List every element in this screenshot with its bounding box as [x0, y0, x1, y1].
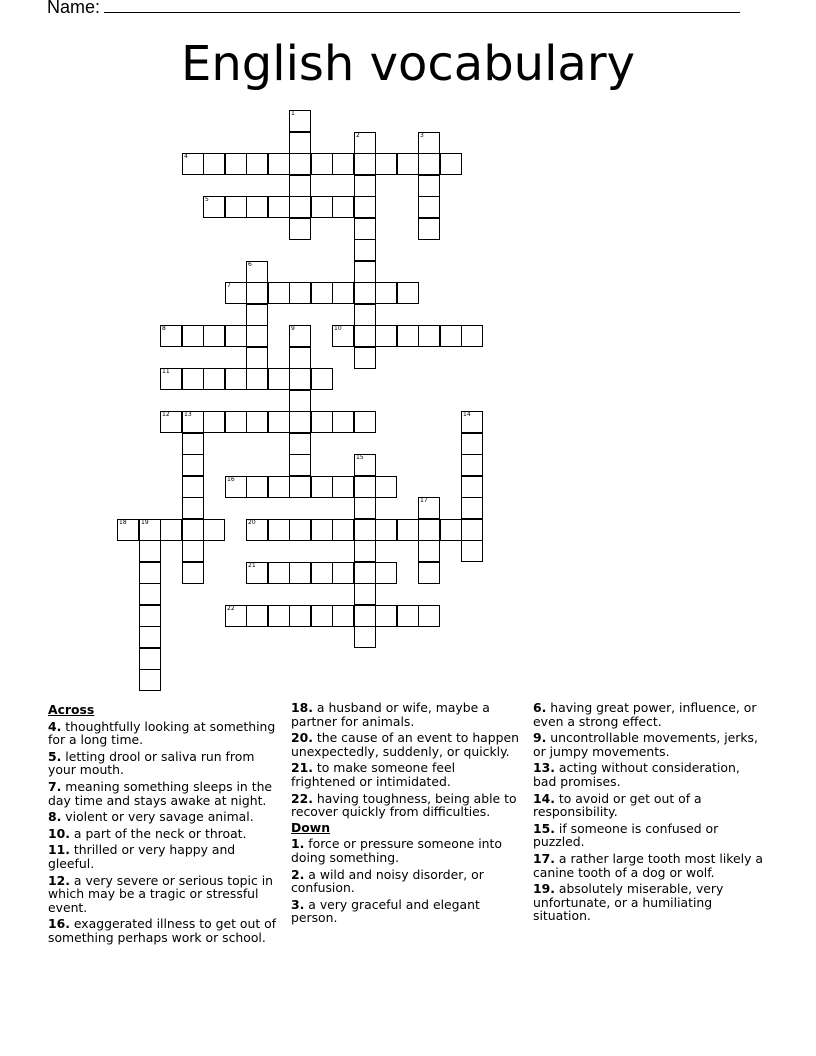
- crossword-cell[interactable]: [160, 368, 182, 390]
- crossword-cell[interactable]: [332, 476, 354, 498]
- crossword-cell[interactable]: [289, 433, 311, 455]
- clue-text: a very severe or serious topic in which may be a tragic or stressful event.: [48, 872, 274, 915]
- crossword-cell[interactable]: [311, 605, 333, 627]
- crossword-cell[interactable]: [182, 540, 204, 562]
- crossword-cell[interactable]: [225, 325, 247, 347]
- crossword-cell[interactable]: [268, 562, 290, 584]
- crossword-cell[interactable]: [182, 519, 204, 541]
- crossword-cell[interactable]: [289, 282, 311, 304]
- crossword-cell[interactable]: [246, 153, 268, 175]
- crossword-cell[interactable]: [289, 390, 311, 412]
- crossword-cell[interactable]: [203, 325, 225, 347]
- crossword-cell[interactable]: [182, 153, 204, 175]
- crossword-cell[interactable]: [246, 347, 268, 369]
- clue-text: violent or very savage animal.: [65, 809, 254, 825]
- crossword-cell[interactable]: [246, 605, 268, 627]
- clue-text: acting without consideration, bad promises.: [533, 760, 740, 789]
- crossword-cell[interactable]: [182, 325, 204, 347]
- clues-column-1: [48, 701, 280, 945]
- clue-number: 2.: [291, 866, 305, 882]
- clue-number: 17.: [533, 850, 555, 866]
- crossword-cell[interactable]: [203, 368, 225, 390]
- clue-number: 9.: [533, 730, 547, 746]
- crossword-cell[interactable]: [397, 325, 419, 347]
- clue-text: having great power, influence, or even a strong effect.: [533, 700, 757, 729]
- crossword-cell[interactable]: [354, 218, 376, 240]
- across-heading: Across: [48, 702, 95, 717]
- clue-number: 16.: [48, 916, 70, 932]
- crossword-cell[interactable]: [182, 368, 204, 390]
- clue-number: 13.: [533, 760, 555, 776]
- crossword-cell[interactable]: [354, 239, 376, 261]
- cell-number: 3: [420, 132, 424, 139]
- crossword-cell[interactable]: [289, 347, 311, 369]
- clue-number: 4.: [48, 718, 62, 734]
- crossword-cell[interactable]: [332, 325, 354, 347]
- cell-number: 22: [227, 605, 235, 612]
- crossword-cell[interactable]: [160, 325, 182, 347]
- crossword-cell[interactable]: [268, 476, 290, 498]
- crossword-cell[interactable]: [418, 519, 440, 541]
- crossword-cell[interactable]: [160, 519, 182, 541]
- crossword-cell[interactable]: [461, 433, 483, 455]
- clue-number: 22.: [291, 790, 313, 806]
- crossword-cell[interactable]: [461, 476, 483, 498]
- clue-number: 3.: [291, 896, 305, 912]
- crossword-cell[interactable]: [418, 605, 440, 627]
- crossword-cell[interactable]: [268, 282, 290, 304]
- crossword-cell[interactable]: [440, 153, 462, 175]
- cell-number: 12: [162, 411, 170, 418]
- crossword-cell[interactable]: [139, 562, 161, 584]
- clue-text: to avoid or get out of a responsibility.: [533, 790, 702, 820]
- cell-number: 21: [248, 562, 256, 569]
- crossword-cell[interactable]: [289, 411, 311, 433]
- crossword-cell[interactable]: [182, 562, 204, 584]
- clue-number: 12.: [48, 872, 70, 888]
- crossword-cell[interactable]: [461, 519, 483, 541]
- crossword-cell[interactable]: [311, 368, 333, 390]
- crossword-cell[interactable]: [246, 261, 268, 283]
- crossword-cell[interactable]: [289, 519, 311, 541]
- crossword-cell[interactable]: [354, 626, 376, 648]
- crossword-cell[interactable]: [311, 196, 333, 218]
- crossword-cell[interactable]: [418, 325, 440, 347]
- clue-text: if someone is confused or puzzled.: [533, 820, 719, 850]
- crossword-cell[interactable]: [332, 282, 354, 304]
- crossword-cell[interactable]: [225, 282, 247, 304]
- clue-text: the cause of an event to happen unexpectedly, suddenly, or quickly.: [291, 730, 519, 759]
- crossword-cell[interactable]: [289, 454, 311, 476]
- crossword-cell[interactable]: [397, 605, 419, 627]
- crossword-cell[interactable]: [182, 411, 204, 433]
- crossword-cell[interactable]: [311, 476, 333, 498]
- crossword-cell[interactable]: [225, 411, 247, 433]
- crossword-cell[interactable]: [246, 196, 268, 218]
- crossword-cell[interactable]: [139, 648, 161, 670]
- crossword-cell[interactable]: [289, 368, 311, 390]
- crossword-cell[interactable]: [203, 153, 225, 175]
- crossword-cell[interactable]: [289, 196, 311, 218]
- clue-text: a wild and noisy disorder, or confusion.: [291, 866, 484, 896]
- crossword-cell[interactable]: [289, 605, 311, 627]
- crossword-cell[interactable]: [182, 497, 204, 519]
- clue-down-3: [291, 898, 523, 925]
- crossword-cell[interactable]: [354, 583, 376, 605]
- crossword-cell[interactable]: [397, 153, 419, 175]
- crossword-cell[interactable]: [440, 519, 462, 541]
- clue-number: 15.: [533, 820, 555, 836]
- down-heading: Down: [291, 819, 331, 835]
- clue-text: thrilled or very happy and gleeful.: [48, 842, 236, 871]
- cell-number: 7: [227, 282, 231, 289]
- crossword-cell[interactable]: [268, 368, 290, 390]
- crossword-cell[interactable]: [354, 411, 376, 433]
- cell-number: 13: [184, 411, 192, 418]
- crossword-cell[interactable]: [117, 519, 139, 541]
- clue-number: 20.: [291, 730, 313, 746]
- crossword-cell[interactable]: [203, 411, 225, 433]
- crossword-cell[interactable]: [289, 175, 311, 197]
- clue-number: 19.: [533, 881, 555, 897]
- crossword-cell[interactable]: [246, 519, 268, 541]
- crossword-cell[interactable]: [311, 153, 333, 175]
- cell-number: 15: [356, 454, 364, 461]
- crossword-cell[interactable]: [246, 368, 268, 390]
- clue-number: 14.: [533, 790, 555, 806]
- cell-number: 10: [334, 325, 342, 332]
- crossword-cell[interactable]: [418, 175, 440, 197]
- crossword-cell[interactable]: [354, 304, 376, 326]
- crossword-cell[interactable]: [354, 497, 376, 519]
- crossword-cell[interactable]: [332, 562, 354, 584]
- clue-number: 18.: [291, 700, 313, 715]
- crossword-cell[interactable]: [268, 605, 290, 627]
- clue-down-13: [533, 761, 765, 788]
- clue-number: 7.: [48, 778, 62, 794]
- cell-number: 4: [184, 153, 188, 160]
- crossword-cell[interactable]: [246, 325, 268, 347]
- crossword-cell[interactable]: [311, 282, 333, 304]
- crossword-cell[interactable]: [418, 540, 440, 562]
- clue-text: a husband or wife, maybe a partner for animals.: [291, 700, 490, 729]
- crossword-cell[interactable]: [461, 540, 483, 562]
- crossword-cell[interactable]: [289, 153, 311, 175]
- crossword-cell[interactable]: [440, 325, 462, 347]
- crossword-cell[interactable]: [225, 368, 247, 390]
- clue-across-20: [291, 731, 523, 758]
- crossword-cell[interactable]: [418, 497, 440, 519]
- cell-number: 20: [248, 519, 256, 526]
- clue-text: to make someone feel frightened or intimidated.: [291, 760, 456, 789]
- crossword-cell[interactable]: [354, 261, 376, 283]
- crossword-cell[interactable]: [354, 562, 376, 584]
- cell-number: 5: [205, 196, 209, 203]
- clue-across-11: [48, 843, 280, 870]
- cell-number: 9: [291, 325, 295, 332]
- cell-number: 11: [162, 368, 170, 375]
- crossword-cell[interactable]: [246, 411, 268, 433]
- cell-number: 2: [356, 132, 360, 139]
- crossword-cell[interactable]: [375, 282, 397, 304]
- crossword-cell[interactable]: [268, 153, 290, 175]
- crossword-cell[interactable]: [225, 153, 247, 175]
- clue-text: having toughness, being able to recover quickly from difficulties.: [291, 790, 517, 820]
- crossword-cell[interactable]: [397, 519, 419, 541]
- crossword-cell[interactable]: [289, 325, 311, 347]
- clue-across-21: [291, 761, 523, 788]
- clue-across-4: [48, 720, 280, 747]
- cell-number: 19: [141, 519, 149, 526]
- crossword-cell[interactable]: [375, 519, 397, 541]
- crossword-cell[interactable]: [461, 325, 483, 347]
- crossword-cell[interactable]: [246, 282, 268, 304]
- crossword-cell[interactable]: [182, 454, 204, 476]
- clue-number: 5.: [48, 748, 62, 764]
- crossword-cell[interactable]: [268, 519, 290, 541]
- crossword-cell[interactable]: [139, 583, 161, 605]
- crossword-cell[interactable]: [418, 196, 440, 218]
- crossword-cell[interactable]: [461, 411, 483, 433]
- crossword-cell[interactable]: [332, 153, 354, 175]
- crossword-cell[interactable]: [289, 132, 311, 154]
- clue-text: letting drool or saliva run from your mouth.: [48, 748, 255, 778]
- crossword-cell[interactable]: [354, 196, 376, 218]
- clue-text: force or pressure someone into doing something.: [291, 836, 502, 865]
- cell-number: 16: [227, 476, 235, 483]
- crossword-cell[interactable]: [354, 153, 376, 175]
- crossword-cell[interactable]: [246, 476, 268, 498]
- crossword-cell[interactable]: [354, 282, 376, 304]
- crossword-cell[interactable]: [418, 153, 440, 175]
- crossword-cell[interactable]: [139, 540, 161, 562]
- crossword-cell[interactable]: [375, 325, 397, 347]
- crossword-cell[interactable]: [289, 218, 311, 240]
- crossword-cell[interactable]: [461, 454, 483, 476]
- clue-number: 21.: [291, 760, 313, 776]
- crossword-cell[interactable]: [225, 605, 247, 627]
- crossword-cell[interactable]: [418, 218, 440, 240]
- clue-text: meaning something sleeps in the day time and stays awake at night.: [48, 778, 273, 808]
- clue-down-15: [533, 822, 765, 849]
- crossword-cell[interactable]: [225, 196, 247, 218]
- crossword-cell[interactable]: [139, 605, 161, 627]
- crossword-cell[interactable]: [354, 325, 376, 347]
- crossword-cell[interactable]: [289, 476, 311, 498]
- clue-across-7: [48, 780, 280, 807]
- crossword-cell[interactable]: [289, 110, 311, 132]
- crossword-cell[interactable]: [332, 411, 354, 433]
- crossword-cell[interactable]: [375, 153, 397, 175]
- crossword-cell[interactable]: [354, 605, 376, 627]
- crossword-cell[interactable]: [246, 562, 268, 584]
- clue-number: 8.: [48, 809, 62, 825]
- crossword-cell[interactable]: [203, 196, 225, 218]
- crossword-cell[interactable]: [311, 562, 333, 584]
- cell-number: 8: [162, 325, 166, 332]
- clue-across-22: [291, 792, 523, 819]
- crossword-cell[interactable]: [225, 476, 247, 498]
- crossword-cell[interactable]: [332, 519, 354, 541]
- cell-number: 1: [291, 110, 295, 117]
- clue-across-18: [291, 701, 523, 728]
- clue-text: a rather large tooth most likely a canine tooth of a dog or wolf.: [533, 850, 763, 880]
- crossword-cell[interactable]: [354, 519, 376, 541]
- crossword-cell[interactable]: [354, 540, 376, 562]
- clue-down-19: [533, 882, 765, 923]
- clue-across-10: [48, 827, 280, 841]
- clue-number: 10.: [48, 825, 70, 841]
- crossword-cell[interactable]: [354, 175, 376, 197]
- clues-column-3: [533, 701, 765, 923]
- clue-text: exaggerated illness to get out of something perhaps work or school.: [48, 916, 277, 945]
- crossword-cell[interactable]: [203, 519, 225, 541]
- clues-column-2: [291, 701, 523, 925]
- crossword-cell[interactable]: [139, 626, 161, 648]
- clue-text: a very graceful and elegant person.: [291, 896, 480, 926]
- cell-number: 6: [248, 261, 252, 268]
- crossword-cell[interactable]: [375, 562, 397, 584]
- crossword-cell[interactable]: [246, 304, 268, 326]
- clue-down-1: [291, 837, 523, 864]
- crossword-cell[interactable]: [182, 433, 204, 455]
- crossword-cell[interactable]: [332, 196, 354, 218]
- clue-across-12: [48, 874, 280, 915]
- name-label: Name:: [47, 0, 101, 17]
- clue-text: a part of the neck or throat.: [73, 825, 247, 841]
- clue-text: uncontrollable movements, jerks, or jumpy movements.: [533, 730, 758, 759]
- clue-down-9: [533, 731, 765, 758]
- cell-number: 14: [463, 411, 471, 418]
- cell-number: 17: [420, 497, 428, 504]
- clue-down-6: [533, 701, 765, 728]
- clue-across-16: [48, 917, 280, 944]
- crossword-cell[interactable]: [354, 347, 376, 369]
- clue-down-2: [291, 868, 523, 895]
- clue-text: absolutely miserable, very unfortunate, or a humiliating situation.: [533, 881, 724, 924]
- clue-down-17: [533, 852, 765, 879]
- page-title: English vocabulary: [181, 36, 635, 92]
- crossword-cell[interactable]: [375, 476, 397, 498]
- crossword-cell[interactable]: [332, 605, 354, 627]
- cell-number: 18: [119, 519, 127, 526]
- crossword-cell[interactable]: [139, 669, 161, 691]
- crossword-cell[interactable]: [375, 605, 397, 627]
- crossword-cell[interactable]: [289, 562, 311, 584]
- clue-across-5: [48, 750, 280, 777]
- clue-number: 11.: [48, 842, 70, 858]
- clue-text: thoughtfully looking at something for a long time.: [48, 718, 276, 748]
- crossword-cell[interactable]: [182, 476, 204, 498]
- crossword-cell[interactable]: [268, 411, 290, 433]
- crossword-cell[interactable]: [354, 476, 376, 498]
- crossword-cell[interactable]: [354, 454, 376, 476]
- crossword-cell[interactable]: [139, 519, 161, 541]
- crossword-cell[interactable]: [354, 132, 376, 154]
- crossword-cell[interactable]: [461, 497, 483, 519]
- crossword-cell[interactable]: [397, 282, 419, 304]
- crossword-cell[interactable]: [268, 196, 290, 218]
- clue-down-14: [533, 792, 765, 819]
- clue-across-8: [48, 810, 280, 824]
- clue-number: 1.: [291, 836, 305, 852]
- clue-number: 6.: [533, 700, 547, 715]
- crossword-cell[interactable]: [311, 411, 333, 433]
- crossword-cell[interactable]: [160, 411, 182, 433]
- crossword-cell[interactable]: [418, 132, 440, 154]
- crossword-cell[interactable]: [311, 519, 333, 541]
- crossword-cell[interactable]: [418, 562, 440, 584]
